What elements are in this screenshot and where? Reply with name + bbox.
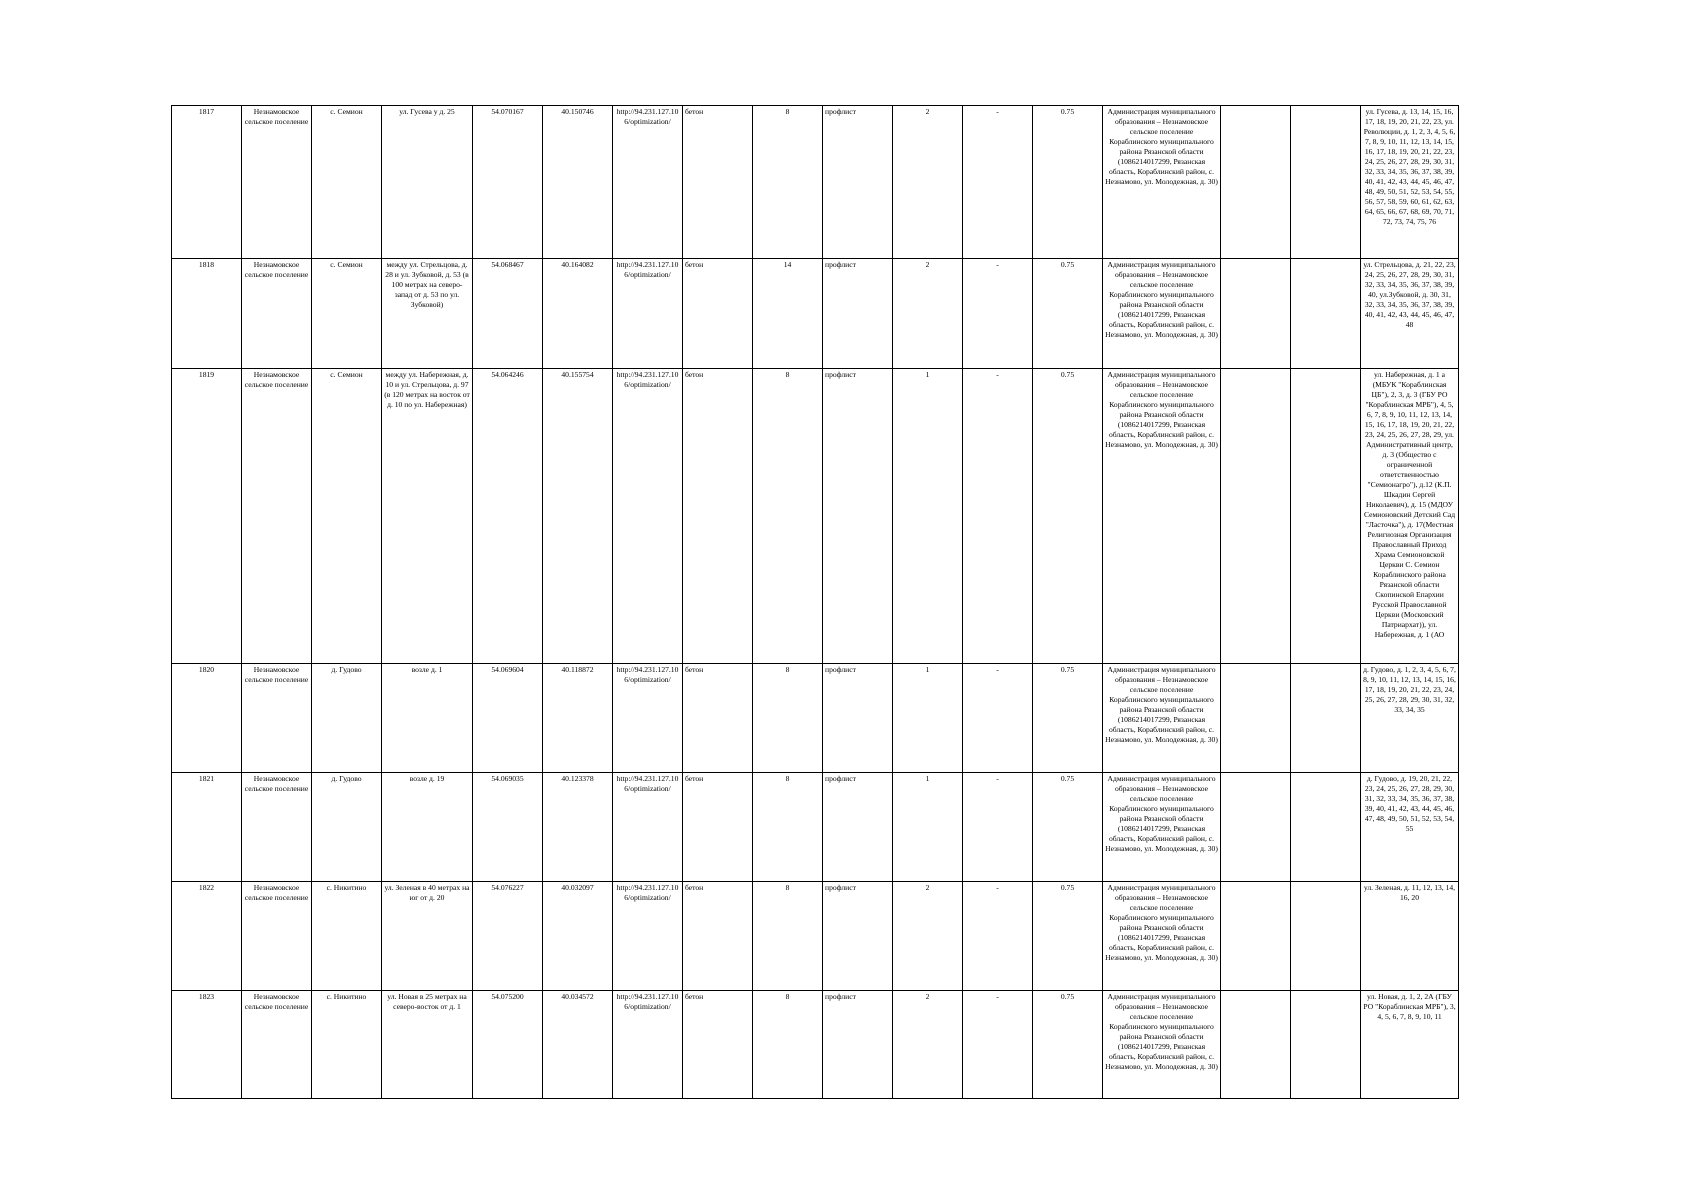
map-link[interactable]: http://94.231.127.106/optimization/ [613, 882, 683, 991]
containers-count-cell: 1 [893, 369, 963, 664]
bunker-cell: - [963, 991, 1033, 1099]
settlement-cell: Незнамовское сельское поселение [242, 106, 312, 259]
longitude-cell: 40.164082 [543, 259, 613, 369]
surface-cell: бетон [683, 369, 753, 664]
longitude-cell: 40.034572 [543, 991, 613, 1099]
area-cell: 8 [753, 773, 823, 882]
extra-cell-2 [1291, 882, 1361, 991]
address-cell: ул. Зеленая в 40 метрах на юг от д. 20 [382, 882, 473, 991]
latitude-cell: 54.069035 [473, 773, 543, 882]
bunker-cell: - [963, 882, 1033, 991]
row-number: 1820 [172, 664, 242, 773]
volume-cell: 0.75 [1033, 664, 1103, 773]
address-cell: ул. Новая в 25 метрах на северо-восток от д. 1 [382, 991, 473, 1099]
latitude-cell: 54.064246 [473, 369, 543, 664]
containers-count-cell: 1 [893, 664, 963, 773]
settlement-cell: Незнамовское сельское поселение [242, 259, 312, 369]
locality-cell: с. Семион [312, 369, 382, 664]
table-row [172, 369, 1459, 664]
map-link[interactable]: http://94.231.127.106/optimization/ [613, 369, 683, 664]
address-cell: между ул. Набережная, д. 10 и ул. Стрельцова, д. 97 (в 120 метрах на восток от д. 10 по ул. Набережная) [382, 369, 473, 664]
extra-cell-1 [1221, 369, 1291, 664]
containers-count-cell: 1 [893, 773, 963, 882]
longitude-cell: 40.118872 [543, 664, 613, 773]
registry-table [171, 105, 1459, 1099]
settlement-cell: Незнамовское сельское поселение [242, 991, 312, 1099]
locality-cell: с. Семион [312, 259, 382, 369]
latitude-cell: 54.069604 [473, 664, 543, 773]
volume-cell: 0.75 [1033, 369, 1103, 664]
map-link[interactable]: http://94.231.127.106/optimization/ [613, 106, 683, 259]
extra-cell-2 [1291, 106, 1361, 259]
owner-cell: Администрация муниципального образования – Незнамовское сельское поселение Кораблинского муниципального района Рязанской области (1086214017299, Рязанская область, Кораблинский район, с. Незнамово, ул. Молодежная, д. 30) [1103, 106, 1221, 259]
extra-cell-2 [1291, 773, 1361, 882]
surface-cell: бетон [683, 991, 753, 1099]
owner-cell: Администрация муниципального образования – Незнамовское сельское поселение Кораблинского муниципального района Рязанской области (1086214017299, Рязанская область, Кораблинский район, с. Незнамово, ул. Молодежная, д. 30) [1103, 773, 1221, 882]
latitude-cell: 54.076227 [473, 882, 543, 991]
table-row [172, 773, 1459, 882]
table-row [172, 991, 1459, 1099]
waste-sources-cell: ул. Новая, д. 1, 2, 2А (ГБУ РО "Кораблинская МРБ"), 3, 4, 5, 6, 7, 8, 9, 10, 11 [1361, 991, 1459, 1099]
map-link[interactable]: http://94.231.127.106/optimization/ [613, 664, 683, 773]
owner-cell: Администрация муниципального образования – Незнамовское сельское поселение Кораблинского муниципального района Рязанской области (1086214017299, Рязанская область, Кораблинский район, с. Незнамово, ул. Молодежная, д. 30) [1103, 259, 1221, 369]
surface-cell: бетон [683, 259, 753, 369]
fence-cell: профлист [823, 259, 893, 369]
map-link[interactable]: http://94.231.127.106/optimization/ [613, 773, 683, 882]
volume-cell: 0.75 [1033, 882, 1103, 991]
extra-cell-1 [1221, 106, 1291, 259]
table-body [172, 106, 1459, 1099]
containers-count-cell: 2 [893, 991, 963, 1099]
extra-cell-1 [1221, 991, 1291, 1099]
address-cell: между ул. Стрельцова, д. 28 и ул. Зубковой, д. 53 (в 100 метрах на северо-запад от д. 53 по ул. Зубковой) [382, 259, 473, 369]
longitude-cell: 40.150746 [543, 106, 613, 259]
extra-cell-1 [1221, 259, 1291, 369]
bunker-cell: - [963, 773, 1033, 882]
locality-cell: с. Никитино [312, 991, 382, 1099]
settlement-cell: Незнамовское сельское поселение [242, 773, 312, 882]
latitude-cell: 54.075200 [473, 991, 543, 1099]
map-link[interactable]: http://94.231.127.106/optimization/ [613, 991, 683, 1099]
table-row [172, 259, 1459, 369]
row-number: 1818 [172, 259, 242, 369]
surface-cell: бетон [683, 773, 753, 882]
locality-cell: д. Гудово [312, 664, 382, 773]
containers-count-cell: 2 [893, 259, 963, 369]
latitude-cell: 54.070167 [473, 106, 543, 259]
bunker-cell: - [963, 664, 1033, 773]
table-row [172, 106, 1459, 259]
volume-cell: 0.75 [1033, 773, 1103, 882]
row-number: 1821 [172, 773, 242, 882]
fence-cell: профлист [823, 664, 893, 773]
volume-cell: 0.75 [1033, 106, 1103, 259]
waste-sources-cell: ул. Зеленая, д. 11, 12, 13, 14, 16, 20 [1361, 882, 1459, 991]
settlement-cell: Незнамовское сельское поселение [242, 882, 312, 991]
settlement-cell: Незнамовское сельское поселение [242, 664, 312, 773]
fence-cell: профлист [823, 773, 893, 882]
waste-sources-cell: ул. Набережная, д. 1 а (МБУК "Кораблинская ЦБ"), 2, 3, д. 3 (ГБУ РО "Кораблинская МРБ"), 4, 5, 6, 7, 8, 9, 10, 11, 12, 13, 14, 15, 16, 17, 18, 19, 20, 21, 22, 23, 24, 25, 26, 27, 28, 29, ул. Административный центр, д. 3 (Общество с ограниченной ответственностью "Семионагро"), д.12 (К.П. Шкадин Сергей Николаевич), д. 15 (МДОУ Семионовский Детский Сад "Ласточка"), д. 17(Местная Религиозная Организация Православный Приход Храма Семионовской Церкви С. Семион Кораблинского района Рязанской области Скопинской Епархии Русской Православной Церкви (Московский Патриархат)), ул. Набережная, д. 1 (АО [1361, 369, 1459, 664]
bunker-cell: - [963, 369, 1033, 664]
waste-sources-cell: ул. Гусева, д. 13, 14, 15, 16, 17, 18, 19, 20, 21, 22, 23, ул. Революции, д. 1, 2, 3, 4, 5, 6, 7, 8, 9, 10, 11, 12, 13, 14, 15, 16, 17, 18, 19, 20, 21, 22, 23, 24, 25, 26, 27, 28, 29, 30, 31, 32, 33, 34, 35, 36, 37, 38, 39, 40, 41, 42, 43, 44, 45, 46, 47, 48, 49, 50, 51, 52, 53, 54, 55, 56, 57, 58, 59, 60, 61, 62, 63, 64, 65, 66, 67, 68, 69, 70, 71, 72, 73, 74, 75, 76 [1361, 106, 1459, 259]
extra-cell-2 [1291, 369, 1361, 664]
surface-cell: бетон [683, 882, 753, 991]
extra-cell-2 [1291, 259, 1361, 369]
waste-sources-cell: д. Гудово, д. 1, 2, 3, 4, 5, 6, 7, 8, 9, 10, 11, 12, 13, 14, 15, 16, 17, 18, 19, 20, 21, 22, 23, 24, 25, 26, 27, 28, 29, 30, 31, 32, 33, 34, 35 [1361, 664, 1459, 773]
volume-cell: 0.75 [1033, 991, 1103, 1099]
latitude-cell: 54.068467 [473, 259, 543, 369]
table-row [172, 664, 1459, 773]
owner-cell: Администрация муниципального образования – Незнамовское сельское поселение Кораблинского муниципального района Рязанской области (1086214017299, Рязанская область, Кораблинский район, с. Незнамово, ул. Молодежная, д. 30) [1103, 664, 1221, 773]
row-number: 1823 [172, 991, 242, 1099]
owner-cell: Администрация муниципального образования – Незнамовское сельское поселение Кораблинского муниципального района Рязанской области (1086214017299, Рязанская область, Кораблинский район, с. Незнамово, ул. Молодежная, д. 30) [1103, 882, 1221, 991]
table-row [172, 882, 1459, 991]
row-number: 1819 [172, 369, 242, 664]
map-link[interactable]: http://94.231.127.106/optimization/ [613, 259, 683, 369]
area-cell: 8 [753, 106, 823, 259]
row-number: 1822 [172, 882, 242, 991]
address-cell: возле д. 19 [382, 773, 473, 882]
surface-cell: бетон [683, 106, 753, 259]
locality-cell: с. Никитино [312, 882, 382, 991]
fence-cell: профлист [823, 991, 893, 1099]
locality-cell: д. Гудово [312, 773, 382, 882]
extra-cell-1 [1221, 882, 1291, 991]
longitude-cell: 40.032097 [543, 882, 613, 991]
bunker-cell: - [963, 259, 1033, 369]
address-cell: ул. Гусева у д. 25 [382, 106, 473, 259]
settlement-cell: Незнамовское сельское поселение [242, 369, 312, 664]
fence-cell: профлист [823, 882, 893, 991]
area-cell: 8 [753, 369, 823, 664]
containers-count-cell: 2 [893, 106, 963, 259]
longitude-cell: 40.155754 [543, 369, 613, 664]
area-cell: 8 [753, 882, 823, 991]
fence-cell: профлист [823, 106, 893, 259]
waste-sources-cell: ул. Стрельцова, д. 21, 22, 23, 24, 25, 26, 27, 28, 29, 30, 31, 32, 33, 34, 35, 36, 37, 38, 39, 40, ул.Зубковой, д. 30, 31, 32, 33, 34, 35, 36, 37, 38, 39, 40, 41, 42, 43, 44, 45, 46, 47, 48 [1361, 259, 1459, 369]
extra-cell-1 [1221, 664, 1291, 773]
extra-cell-2 [1291, 991, 1361, 1099]
owner-cell: Администрация муниципального образования – Незнамовское сельское поселение Кораблинского муниципального района Рязанской области (1086214017299, Рязанская область, Кораблинский район, с. Незнамово, ул. Молодежная, д. 30) [1103, 369, 1221, 664]
bunker-cell: - [963, 106, 1033, 259]
area-cell: 8 [753, 664, 823, 773]
surface-cell: бетон [683, 664, 753, 773]
volume-cell: 0.75 [1033, 259, 1103, 369]
longitude-cell: 40.123378 [543, 773, 613, 882]
area-cell: 14 [753, 259, 823, 369]
area-cell: 8 [753, 991, 823, 1099]
extra-cell-2 [1291, 664, 1361, 773]
fence-cell: профлист [823, 369, 893, 664]
waste-sources-cell: д. Гудово, д. 19, 20, 21, 22, 23, 24, 25, 26, 27, 28, 29, 30, 31, 32, 33, 34, 35, 36, 37, 38, 39, 40, 41, 42, 43, 44, 45, 46, 47, 48, 49, 50, 51, 52, 53, 54, 55 [1361, 773, 1459, 882]
address-cell: возле д. 1 [382, 664, 473, 773]
containers-count-cell: 2 [893, 882, 963, 991]
locality-cell: с. Семион [312, 106, 382, 259]
extra-cell-1 [1221, 773, 1291, 882]
owner-cell: Администрация муниципального образования – Незнамовское сельское поселение Кораблинского муниципального района Рязанской области (1086214017299, Рязанская область, Кораблинский район, с. Незнамово, ул. Молодежная, д. 30) [1103, 991, 1221, 1099]
row-number: 1817 [172, 106, 242, 259]
